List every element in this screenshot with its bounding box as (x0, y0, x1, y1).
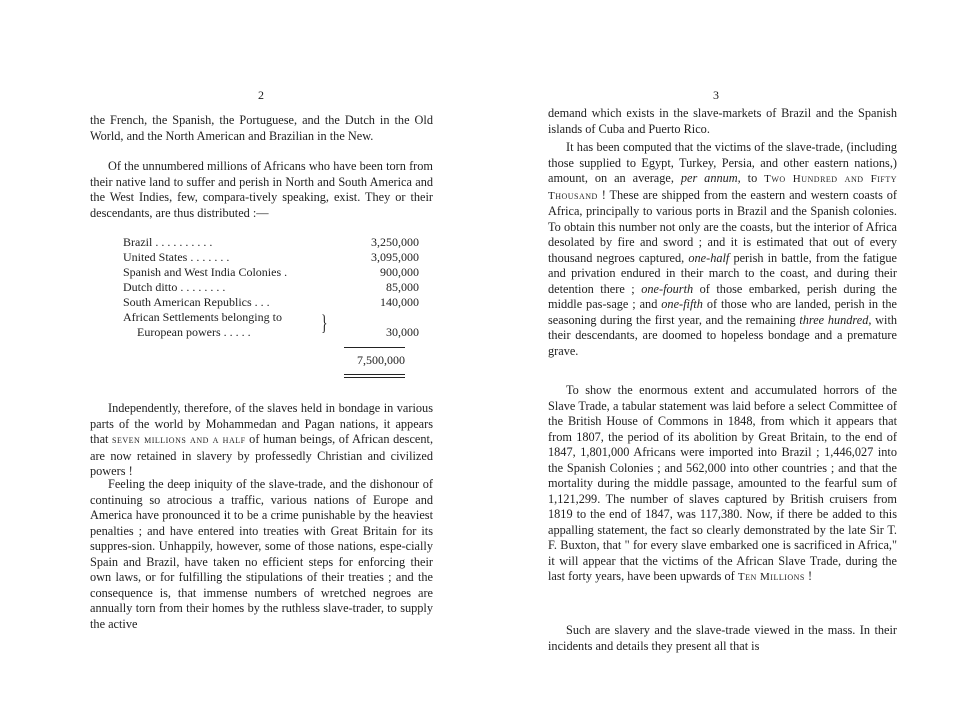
right-paragraph-4: Such are slavery and the slave-trade viewed in the mass. In their incidents and details they present all that is (548, 623, 897, 653)
left-paragraph-1: the French, the Spanish, the Portuguese, and the Dutch in the Old World, and the North American and Brazilian in the New. (90, 113, 433, 143)
right-paragraph-2: It has been computed that the victims of the slave-trade, (including those supplied to Egypt, Turkey, Persia, and other eastern nations,) amount, on an average, per annum, to Two Hundred and Fifty Thousand ! These are shipped from the eastern and western coasts of Africa, principally to various ports in Brazil and the Spanish colonies. To obtain this number not only are the coasts, but the interior of Africa desolated by fire and sword ; and it is estimated that out of every thousand negroes captured, one-half perish in battle, from the fatigue and privation endured in their march to the coast, and during their detention there ; one-fourth of those embarked, perish during the middle pas-sage ; and one-fifth of those who are landed, perish in the seasoning during the first year, and the remaining three hundred, with their descendants, are doomed to hopeless bondage and a premature grave. (548, 140, 898, 358)
table-row: Dutch ditto . . . . . . . . 85,000 (123, 280, 419, 294)
total-value: 7,500,000 (357, 353, 405, 367)
brace-mark: } (321, 310, 328, 335)
double-rule-top (344, 374, 405, 375)
left-paragraph-3: Independently, therefore, of the slaves held in bondage in various parts of the world by Mohammedan and Pagan nations, it appears that seven millions and a half of human beings, of African descent, are now retained in slavery by professedly Christian and civilized powers ! (90, 401, 434, 478)
total-rule (344, 347, 405, 348)
table-row: European powers . . . . . 30,000 (137, 325, 419, 339)
table-row: Spanish and West India Colonies . 900,000 (123, 265, 419, 279)
left-paragraph-2: Of the unnumbered millions of Africans who have been torn from their native land to suffer and perish in North and South America and the West Indies, few, compara-tively speaking, exist. They or their descendants, are thus distributed :— (90, 159, 433, 220)
page-number-left: 2 (258, 88, 264, 102)
page-number-right: 3 (713, 88, 719, 102)
table-row: Brazil . . . . . . . . . . 3,250,000 (123, 235, 419, 249)
right-paragraph-1: demand which exists in the slave-markets of Brazil and the Spanish islands of Cuba and Puerto Rico. (548, 106, 897, 136)
table-row: South American Republics . . . 140,000 (123, 295, 419, 309)
table-row: United States . . . . . . . 3,095,000 (123, 250, 419, 264)
left-paragraph-4: Feeling the deep iniquity of the slave-trade, and the dishonour of continuing so atrocious a traffic, various nations of Europe and America have pronounced it to be a crime punishable by the heaviest penalties ; and have entered into treaties with Great Britain for its suppres-sion. Unhappily, however, some of those nations, espe-cially Spain and Brazil, have taken no efficient steps for enforcing their own laws, or for fulfilling the stipulations of their treaties ; and the consequence is, that immense numbers of wretched negroes are annually torn from their homes by the ruthless slave-trader, to supply the active (90, 477, 433, 631)
table-row: African Settlements belonging to (123, 310, 282, 324)
right-paragraph-3: To show the enormous extent and accumulated horrors of the Slave Trade, a tabular statement was laid before a select Committee of the British House of Commons in 1848, from which it appears that from 1807, the period of its abolition by Great Britain, to the end of 1847, 1,801,000 Africans were imported into Brazil ; 1,446,027 into the Spanish Colonies ; and 562,000 into other countries ; and that the mortality during the middle passage, amounted to the fearful sum of 1,121,299. The number of slaves captured by British cruisers from 1819 to the end of 1847, was 117,380. Now, if there be added to this appalling statement, the fact so clearly demonstrated by the late Sir T. F. Buxton, that " for every slave embarked one is sacrificed in Africa," it will appear that the victims of the African Slave Trade, during the last forty years, have been upwards of Ten Millions ! (548, 383, 897, 583)
distribution-table (123, 235, 419, 340)
double-rule-bottom (344, 377, 405, 378)
